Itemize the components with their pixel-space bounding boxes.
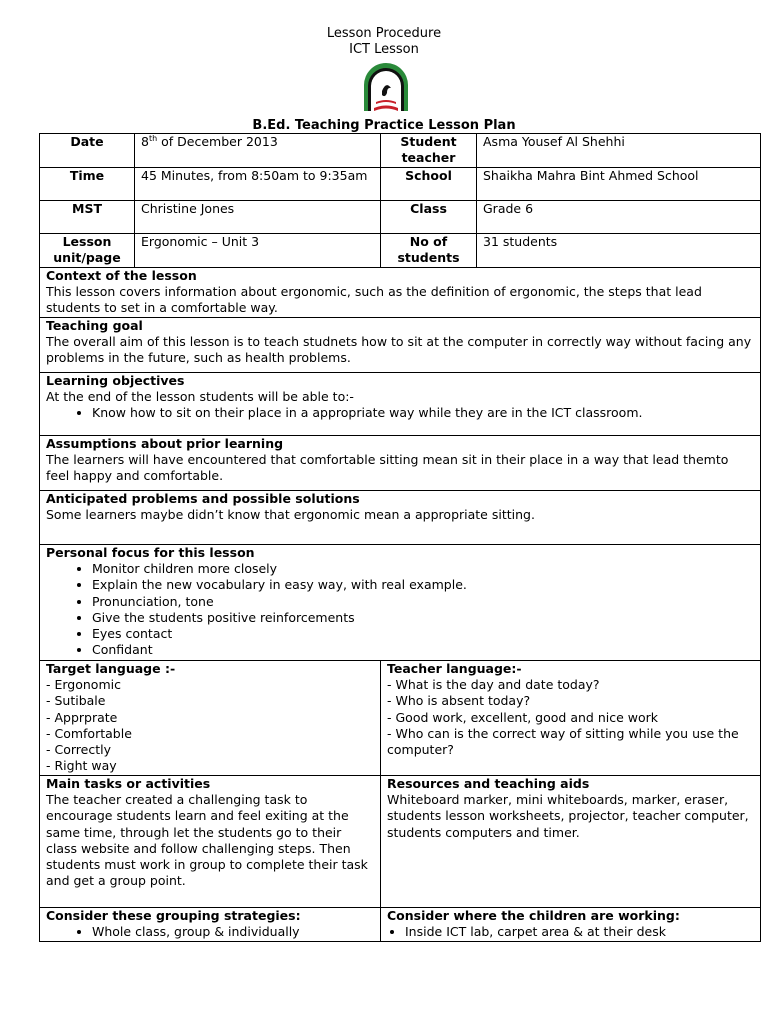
resources-text: Whiteboard marker, mini whiteboards, marker, eraser, students lesson worksheets, projector, teacher computer, students computers and timer. bbox=[387, 792, 749, 840]
focus-item: • Pronunciation, tone bbox=[92, 594, 754, 610]
target-language-heading: Target language :- bbox=[46, 661, 176, 676]
working-location-item: • Inside ICT lab, carpet area & at their desk bbox=[405, 924, 754, 940]
target-language-item: - Comfortable bbox=[46, 725, 132, 741]
time-label: Time bbox=[40, 168, 135, 201]
resources-heading: Resources and teaching aids bbox=[387, 776, 590, 791]
target-language-item: - Right way bbox=[46, 758, 117, 774]
lesson-unit-label: Lesson unit/page bbox=[40, 234, 135, 268]
teacher-language-item: - Good work, excellent, good and nice work bbox=[387, 709, 658, 725]
context-section bbox=[40, 268, 761, 318]
personal-focus-section bbox=[40, 545, 761, 661]
teaching-goal-text: The overall aim of this lesson is to teach studnets how to sit at the computer in correctly way without facing any problems in the future, such as health problems. bbox=[46, 334, 752, 366]
mst-value: Christine Jones bbox=[135, 201, 381, 234]
teaching-goal-heading: Teaching goal bbox=[46, 318, 143, 333]
teacher-language-item: - Who is absent today? bbox=[387, 693, 531, 709]
target-language-item: - Ergonomic bbox=[46, 677, 121, 693]
time-value: 45 Minutes, from 8:50am to 9:35am bbox=[135, 168, 381, 201]
focus-item: • Give the students positive reinforcements bbox=[92, 610, 754, 626]
students-count-label: No of students bbox=[381, 234, 477, 268]
teaching-goal-section bbox=[40, 318, 761, 373]
grouping-item: • Whole class, group & individually bbox=[92, 924, 374, 940]
target-language-item: - Sutibale bbox=[46, 693, 106, 709]
grouping-section bbox=[40, 908, 381, 942]
document-title: Lesson Procedure bbox=[326, 26, 442, 41]
objective-item: • Know how to sit on their place in a appropriate way while they are in the ICT classroom. bbox=[92, 405, 754, 421]
main-tasks-heading: Main tasks or activities bbox=[46, 776, 211, 791]
student-teacher-value: Asma Yousef Al Shehhi bbox=[477, 134, 761, 168]
focus-item: • Confidant bbox=[92, 642, 754, 658]
teacher-language-section bbox=[381, 661, 761, 776]
grouping-heading: Consider these grouping strategies: bbox=[46, 908, 301, 923]
problems-section bbox=[40, 491, 761, 545]
context-text: This lesson covers information about ergonomic, such as the definition of ergonomic, the steps that lead students to set in a comfortable way. bbox=[46, 284, 702, 316]
teacher-language-heading: Teacher language:- bbox=[387, 661, 522, 676]
university-logo bbox=[360, 61, 412, 113]
personal-focus-heading: Personal focus for this lesson bbox=[46, 545, 255, 560]
assumptions-heading: Assumptions about prior learning bbox=[46, 436, 284, 451]
date-label: Date bbox=[40, 134, 135, 168]
lesson-plan-table bbox=[39, 133, 761, 942]
document-subtitle: ICT Lesson bbox=[349, 42, 419, 57]
context-heading: Context of the lesson bbox=[46, 268, 197, 283]
objectives-section bbox=[40, 373, 761, 436]
problems-text: Some learners maybe didn’t know that ergonomic mean a appropriate sitting. bbox=[46, 507, 535, 523]
target-language-item: - Correctly bbox=[46, 742, 111, 758]
assumptions-text: The learners will have encountered that comfortable sitting mean sit in their place in a way that lead themto feel happy and comfortable. bbox=[46, 452, 729, 484]
main-tasks-section bbox=[40, 776, 381, 908]
target-language-item: - Apprprate bbox=[46, 709, 118, 725]
focus-item: • Monitor children more closely bbox=[92, 561, 754, 577]
working-location-section bbox=[381, 908, 761, 942]
target-language-section bbox=[40, 661, 381, 776]
school-label: School bbox=[381, 168, 477, 201]
students-count-value: 31 students bbox=[477, 234, 761, 268]
class-label: Class bbox=[381, 201, 477, 234]
lesson-plan-title: B.Ed. Teaching Practice Lesson Plan bbox=[252, 118, 516, 133]
date-value: 8th of December 2013 bbox=[135, 134, 381, 168]
main-tasks-text: The teacher created a challenging task to encourage students learn and feel exiting at the same time, through let the students go to their class website and follow challenging steps. Then students must work in group to complete their task and get a group point. bbox=[46, 792, 368, 889]
resources-section bbox=[381, 776, 761, 908]
teacher-language-item: - Who can is the correct way of sitting while you use the computer? bbox=[387, 725, 739, 758]
school-value: Shaikha Mahra Bint Ahmed School bbox=[477, 168, 761, 201]
objectives-heading: Learning objectives bbox=[46, 373, 185, 388]
mst-label: MST bbox=[40, 201, 135, 234]
class-value: Grade 6 bbox=[477, 201, 761, 234]
problems-heading: Anticipated problems and possible solutions bbox=[46, 491, 360, 506]
objectives-intro: At the end of the lesson students will be able to:- bbox=[46, 389, 354, 405]
focus-item: • Eyes contact bbox=[92, 626, 754, 642]
assumptions-section bbox=[40, 436, 761, 491]
lesson-unit-value: Ergonomic – Unit 3 bbox=[135, 234, 381, 268]
student-teacher-label: Student teacher bbox=[381, 134, 477, 168]
teacher-language-item: - What is the day and date today? bbox=[387, 677, 600, 693]
working-location-heading: Consider where the children are working: bbox=[387, 908, 680, 923]
focus-item: • Explain the new vocabulary in easy way, with real example. bbox=[92, 577, 754, 593]
